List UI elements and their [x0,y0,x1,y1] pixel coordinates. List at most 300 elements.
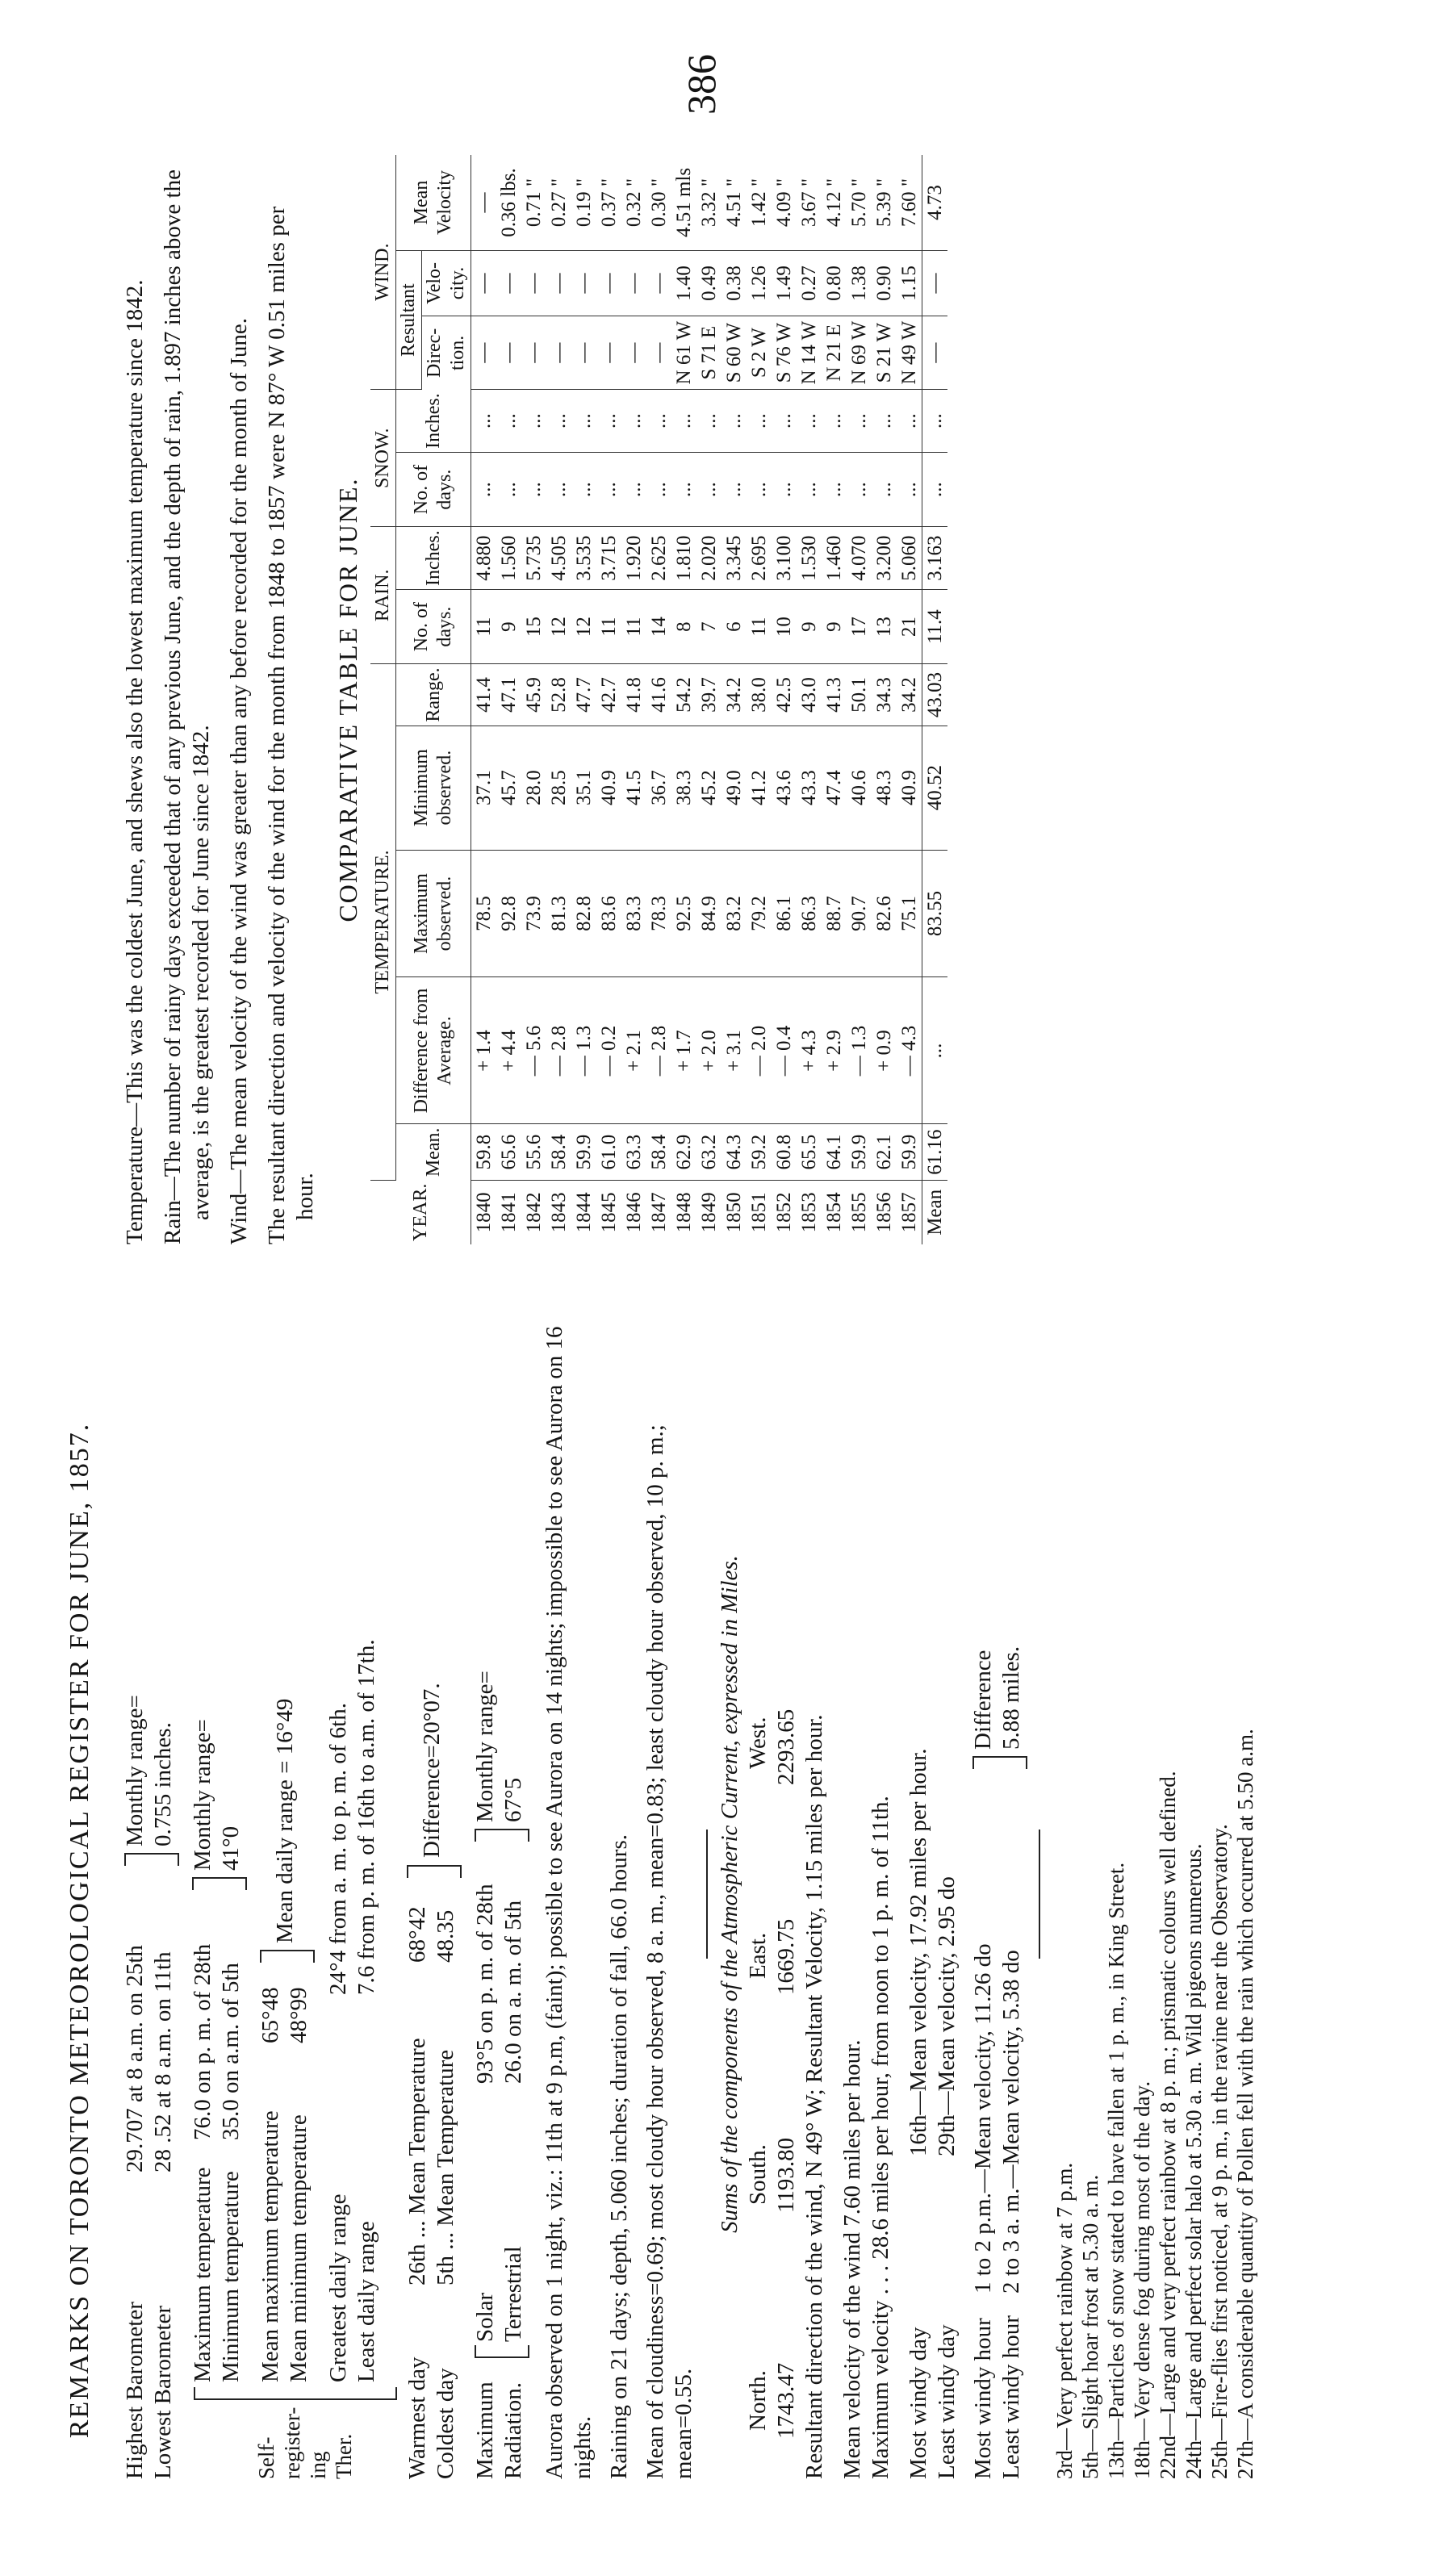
cell-snow-days: ... [797,452,822,526]
note-item: 3rd—Very perfect rainbow at 7 p.m. [1052,2162,1077,2479]
comparative-table-body [471,155,948,1244]
cell-range: 43.03 [922,664,948,726]
cell-wind-direction: N 69 W [847,316,872,389]
note-item: 13th—Particles of snow stated to have fallen at 1 p. m., in King Street. [1104,1862,1128,2479]
cell-snow-inches: ... [747,390,772,453]
sums-value: 1743.47 [773,2362,799,2439]
warm-cold-value: 48.35 [433,1909,458,1963]
cell-year: 1852 [773,1192,795,1233]
cell-range: 41.8 [621,664,646,726]
cell-wind-direction: S 60 W [722,316,747,389]
cell-snow-days: ... [596,452,621,526]
thermo-value: 76.0 on p. m. of 28th [190,1943,215,2140]
cell-min: 36.7 [646,726,671,850]
group-wind: WIND. [370,155,396,390]
thermo-mean-value: 65°48 [257,1987,283,2043]
cell-wind-velocity: — [922,250,948,316]
note-item: 27th—A considerable quantity of Pollen fell with the rain which occurred at 5.50 a.m. [1233,1729,1257,2479]
sums-title: Sums of the components of the Atmospheric Current, expressed in Miles. [717,1555,742,2233]
cell-max: 82.6 [872,850,897,977]
windy-day-label: Least windy day [934,2324,960,2479]
cell-mean-velocity: 0.36 lbs. [496,155,521,250]
cell-rain-inches: 4.505 [546,527,571,590]
cell-rain-inches: 4.070 [847,527,872,590]
table-row [872,155,897,1244]
cell-diff: — 0.4 [772,977,797,1124]
page-number: 386 [679,54,724,115]
cell-wind-direction: — [646,316,671,389]
cell-diff: + 0.9 [872,977,897,1124]
cell-mean: 63.3 [621,1124,646,1180]
cell-mean: 58.4 [546,1124,571,1180]
remark-rain: Rain—The number of rainy days exceeded that of any previous June, and the depth of rain, 1.897 inches above the average, is the greatest recorded for June since 1842. [160,169,214,1244]
cell-range: 41.3 [822,664,847,726]
cell-rain-inches: 1.560 [496,527,521,590]
cell-min: 35.1 [571,726,596,850]
table-row [671,155,696,1244]
cell-diff: — 2.8 [646,977,671,1124]
cell-wind-direction: S 2 W [747,316,772,389]
sums-header: North. [745,2370,771,2431]
col-mean: Mean. [396,1124,471,1180]
cell-mean-velocity: 0.27 " [546,155,571,250]
windy-hour-value: 1 to 2 p.m.—Mean velocity, 11.26 do [970,1943,996,2294]
cell-mean: 55.6 [521,1124,546,1180]
aurora-text: Aurora observed on 1 night, viz.: 11th at 9 p.m, (faint); possible to see Aurora on 14 nights; impossible to see Aurora on 16 nights. [542,1326,596,2479]
daily-range-label: Least daily range [353,2221,379,2382]
table-row [696,155,722,1244]
cell-diff: + 1.7 [671,977,696,1124]
cell-rain-inches: 1.530 [797,527,822,590]
comparative-title: COMPARATIVE TABLE FOR JUNE. [333,477,362,922]
table-row [897,155,922,1244]
note-item: 5th—Slight hoar frost at 5.30 a. m. [1078,2174,1102,2479]
sums-value: 1193.80 [773,2137,799,2213]
table-row-mean [922,155,948,1244]
cell-mean: 59.8 [471,1124,497,1180]
barometer-value: 29.707 at 8 a.m. on 25th [122,1945,148,2172]
cell-min: 40.9 [897,726,922,850]
cell-mean-velocity: — [471,155,497,250]
cell-rain-days: 11 [471,589,497,663]
cell-diff: — 1.3 [847,977,872,1124]
cell-wind-velocity: — [621,250,646,316]
cell-min: 43.3 [797,726,822,850]
cell-year: 1841 [498,1192,520,1233]
cell-snow-inches: ... [922,390,948,453]
cell-range: 41.4 [471,664,497,726]
group-rain: RAIN. [370,527,396,664]
table-row [847,155,872,1244]
cell-wind-velocity: — [496,250,521,316]
cell-snow-days: ... [772,452,797,526]
cell-rain-inches: 1.920 [621,527,646,590]
cell-rain-inches: 3.163 [922,527,948,590]
cell-diff: + 2.9 [822,977,847,1124]
cell-snow-days: ... [571,452,596,526]
cell-snow-inches: ... [772,390,797,453]
table-row [471,155,497,1244]
cell-range: 41.6 [646,664,671,726]
cell-rain-days: 11 [596,589,621,663]
note-item: 22nd—Large and very perfect rainbow at 8 p. m.; prismatic colours well defined. [1156,1771,1180,2479]
cell-rain-days: 21 [897,589,922,663]
col-direction: Direc-tion. [422,316,471,389]
cell-diff: + 2.0 [696,977,722,1124]
cell-year: 1842 [523,1192,545,1233]
cell-min: 40.6 [847,726,872,850]
cell-mean: 63.2 [696,1124,722,1180]
cell-snow-inches: ... [521,390,546,453]
cell-wind-velocity: 1.15 [897,250,922,316]
cell-wind-velocity: 0.27 [797,250,822,316]
cell-year: 1848 [673,1192,695,1233]
sums-header: East. [745,1932,771,1979]
cell-rain-days: 10 [772,589,797,663]
cell-min: 28.0 [521,726,546,850]
cell-snow-days: ... [872,452,897,526]
cell-max: 86.3 [797,850,822,977]
cell-range: 42.7 [596,664,621,726]
windy-hours-diff: Difference 5.88 miles. [970,1646,1024,1750]
cell-range: 52.8 [546,664,571,726]
cell-snow-inches: ... [722,390,747,453]
cell-rain-days: 12 [546,589,571,663]
cell-mean-velocity: 0.30 " [646,155,671,250]
windy-hour-value: 2 to 3 a. m.—Mean velocity, 5.38 do [998,1950,1024,2294]
cell-wind-direction: N 49 W [897,316,922,389]
barometer-value: 28 .52 at 8 a.m. on 11th [150,1951,176,2172]
cell-diff: — 2.8 [546,977,571,1124]
cell-wind-velocity: 0.38 [722,250,747,316]
radiation-block [471,1309,533,2479]
cell-wind-velocity: — [471,250,497,316]
cell-mean: 65.6 [496,1124,521,1180]
cell-diff: — 4.3 [897,977,922,1124]
cell-snow-days: ... [822,452,847,526]
cell-max: 82.8 [571,850,596,977]
table-row [621,155,646,1244]
cell-max: 78.3 [646,850,671,977]
cell-mean: 59.9 [571,1124,596,1180]
cell-wind-direction: N 14 W [797,316,822,389]
sums-table [744,1309,801,2479]
cell-max: 81.3 [546,850,571,977]
cell-year: 1845 [598,1192,620,1233]
cell-mean-velocity: 5.39 " [872,155,897,250]
cell-wind-direction: — [571,316,596,389]
barometer-range: Monthly range= 0.755 inches. [122,1695,176,1846]
page-title: REMARKS ON TORONTO METEOROLOGICAL REGISTER FOR JUNE, 1857. [65,1422,94,2439]
cell-snow-days: ... [496,452,521,526]
cell-wind-direction: S 76 W [772,316,797,389]
right-column [121,155,947,1244]
sums-header: South. [745,2144,771,2205]
cell-min: 48.3 [872,726,897,850]
self-register-label: Self-register-ing Ther. [254,2407,356,2479]
cell-min: 37.1 [471,726,497,850]
cell-mean-velocity: 4.73 [922,155,948,250]
radiation-kind: Solar [472,2292,498,2342]
thermo-label: Maximum temperature [190,2167,215,2382]
radiation-value: 93°5 on p. m. of 28th [472,1884,498,2084]
cell-snow-inches: ... [872,390,897,453]
sums-value: 1669.75 [773,1918,799,1995]
cell-snow-inches: ... [646,390,671,453]
cell-min: 45.7 [496,726,521,850]
cell-rain-days: 12 [571,589,596,663]
group-year: YEAR. [370,1180,471,1244]
cell-wind-direction: N 21 E [822,316,847,389]
cell-rain-inches: 3.200 [872,527,897,590]
windy-days-block [905,1309,961,2479]
cell-wind-velocity: 1.38 [847,250,872,316]
barometer-block [121,1309,182,2479]
thermo-label: Minimum temperature [218,2171,244,2382]
cell-rain-inches: 5.060 [897,527,922,590]
table-row [646,155,671,1244]
cell-mean: 61.0 [596,1124,621,1180]
cell-rain-inches: 2.695 [747,527,772,590]
cell-year: 1857 [898,1192,920,1233]
cell-range: 38.0 [747,664,772,726]
cell-range: 39.7 [696,664,722,726]
cell-max: 86.1 [772,850,797,977]
cell-year: Mean [922,1180,948,1244]
max-velocity-text: Maximum velocity . . . 28.6 miles per hour, from noon to 1 p. m. of 11th. [868,1796,893,2479]
cell-wind-velocity: — [571,250,596,316]
table-row [596,155,621,1244]
radiation-range: Monthly range= 67°5 [472,1671,526,1822]
comparative-table [370,155,947,1244]
cell-mean: 59.9 [897,1124,922,1180]
cell-min: 28.5 [546,726,571,850]
cell-max: 83.2 [722,850,747,977]
cell-rain-days: 6 [722,589,747,663]
cell-year: 1840 [473,1192,495,1233]
cell-diff: — 5.6 [521,977,546,1124]
cell-max: 83.6 [596,850,621,977]
cell-mean: 65.5 [797,1124,822,1180]
cell-mean: 58.4 [646,1124,671,1180]
cell-mean-velocity: 3.32 " [696,155,722,250]
table-row [772,155,797,1244]
cell-mean-velocity: 4.51 mls [671,155,696,250]
col-velocity: Velo-city. [422,250,471,316]
cell-rain-days: 15 [521,589,546,663]
windy-hours-block [969,1309,1031,2479]
col-snow-days: No. of days. [396,452,471,526]
divider [1039,1830,1040,1959]
cell-min: 49.0 [722,726,747,850]
cell-rain-days: 11.4 [922,589,948,663]
cell-max: 92.8 [496,850,521,977]
radiation-value: 26.0 on a. m. of 5th [500,1900,526,2084]
mean-velocity-text: Mean velocity of the wind 7.60 miles per hour. [839,2039,865,2479]
cell-diff: ... [922,977,948,1124]
cell-diff: — 0.2 [596,977,621,1124]
cell-snow-inches: ... [496,390,521,453]
cell-rain-days: 9 [822,589,847,663]
group-temperature: TEMPERATURE. [370,664,396,1180]
cell-min: 41.5 [621,726,646,850]
barometer-label: Highest Barometer [122,2302,148,2479]
cell-wind-velocity: — [646,250,671,316]
cell-snow-days: ... [696,452,722,526]
remark-resultant: The resultant direction and velocity of the wind for the month from 1848 to 1857 were N 87° W 0.51 miles per hour. [264,206,318,1244]
cell-snow-days: ... [621,452,646,526]
daily-range-value: 24°4 from a. m. to p. m. of 6th. [325,1703,351,1995]
col-rain-inches: Inches. [396,527,471,590]
cell-mean-velocity: 4.51 " [722,155,747,250]
cell-diff: + 4.3 [797,977,822,1124]
cell-rain-inches: 1.460 [822,527,847,590]
col-range: Range. [396,664,471,726]
cell-year: 1849 [698,1192,720,1233]
cell-year: 1850 [723,1192,745,1233]
cell-mean-velocity: 0.19 " [571,155,596,250]
cell-year: 1843 [548,1192,570,1233]
cell-snow-days: ... [747,452,772,526]
cell-wind-direction: S 21 W [872,316,897,389]
cell-max: 88.7 [822,850,847,977]
cell-diff: + 1.4 [471,977,497,1124]
cell-mean-velocity: 7.60 " [897,155,922,250]
cell-snow-days: ... [722,452,747,526]
note-item: 18th—Very dense fog during most of the day. [1130,2080,1154,2479]
cell-max: 90.7 [847,850,872,977]
thermo-mean-range: Mean daily range = 16°49 [272,1698,298,1943]
cell-max: 79.2 [747,850,772,977]
cell-snow-inches: ... [897,390,922,453]
cell-wind-direction: — [521,316,546,389]
cell-max: 92.5 [671,850,696,977]
cell-wind-direction: — [546,316,571,389]
col-min: Minimum observed. [396,726,471,850]
cell-year: 1847 [648,1192,670,1233]
cell-wind-velocity: — [546,250,571,316]
cell-snow-inches: ... [471,390,497,453]
table-row [797,155,822,1244]
windy-day-label: Most windy day [906,2327,931,2479]
cell-max: 75.1 [897,850,922,977]
cell-mean: 61.16 [922,1124,948,1180]
cell-range: 34.2 [897,664,922,726]
cell-rain-days: 11 [747,589,772,663]
windy-day-value: 29th—Mean velocity, 2.95 do [934,1876,960,2156]
thermo-mean-label: Mean maximum temperature [257,2110,283,2382]
cell-min: 38.3 [671,726,696,850]
cell-max: 83.55 [922,850,948,977]
cell-snow-days: ... [646,452,671,526]
cell-min: 45.2 [696,726,722,850]
cell-snow-days: ... [922,452,948,526]
warm-cold-label: Warmest day [404,2356,430,2479]
cloudiness-text: Mean of cloudiness=0.69; most cloudy hour observed, 8 a. m., mean=0.83; least cloudy hour observed, 10 p. m.; mean=0.55. [642,1424,696,2479]
cell-mean: 62.9 [671,1124,696,1180]
cell-max: 78.5 [471,850,497,977]
resultant-text: Resultant direction of the wind, N 49° W; Resultant Velocity, 1.15 miles per hour. [801,1714,827,2479]
sums-value: 2293.65 [773,1708,799,1785]
cell-min: 43.6 [772,726,797,850]
col-snow-inches: Inches. [396,390,471,453]
thermo-mean-label: Mean minimum temperature [286,2114,312,2382]
cell-rain-days: 11 [621,589,646,663]
left-column [121,1309,1258,2479]
cell-snow-inches: ... [797,390,822,453]
daily-range-label: Greatest daily range [325,2193,351,2382]
radiation-kind: Terrestrial [500,2246,526,2342]
cell-year: 1846 [623,1192,645,1233]
cell-rain-inches: 4.880 [471,527,497,590]
col-max: Maximum observed. [396,850,471,977]
warm-cold-day: 5th ... Mean Temperature [433,2049,458,2285]
remark-wind: Wind—The mean velocity of the wind was greater than any before recorded for the month of June. [226,318,252,1244]
cell-mean-velocity: 0.37 " [596,155,621,250]
cell-rain-days: 13 [872,589,897,663]
note-item: 24th—Large and perfect solar halo at 5.30 a. m. Wild pigeons numerous. [1182,1843,1206,2479]
cell-wind-direction: — [596,316,621,389]
sums-header: West. [745,1717,771,1769]
cell-year: 1844 [573,1192,595,1233]
cell-rain-inches: 1.810 [671,527,696,590]
cell-snow-days: ... [897,452,922,526]
group-snow: SNOW. [370,390,396,527]
cell-snow-inches: ... [546,390,571,453]
warm-cold-day: 26th ... Mean Temperature [404,2038,430,2285]
warm-cold-label: Coldest day [433,2368,458,2479]
cell-snow-days: ... [471,452,497,526]
cell-mean-velocity: 0.71 " [521,155,546,250]
cell-min: 40.52 [922,726,948,850]
warm-cold-diff: Difference=20°07. [419,1683,445,1858]
cell-rain-days: 17 [847,589,872,663]
cell-mean: 59.2 [747,1124,772,1180]
windy-day-value: 16th—Mean velocity, 17.92 miles per hour. [906,1748,931,2156]
cell-mean-velocity: 3.67 " [797,155,822,250]
radiation-label: Maximum Radiation. [472,2382,526,2479]
cell-max: 84.9 [696,850,722,977]
cell-wind-velocity: 1.40 [671,250,696,316]
windy-hour-label: Least windy hour [998,2315,1024,2479]
cell-range: 45.9 [521,664,546,726]
cell-rain-days: 14 [646,589,671,663]
cell-diff: + 3.1 [722,977,747,1124]
cell-rain-inches: 3.715 [596,527,621,590]
cell-range: 43.0 [797,664,822,726]
cell-max: 83.3 [621,850,646,977]
table-row [722,155,747,1244]
cell-rain-days: 7 [696,589,722,663]
cell-snow-inches: ... [621,390,646,453]
cell-min: 40.9 [596,726,621,850]
cell-year: 1856 [873,1192,895,1233]
cell-snow-inches: ... [596,390,621,453]
warm-cold-block [404,1309,465,2479]
cell-wind-direction: N 61 W [671,316,696,389]
cell-rain-inches: 2.020 [696,527,722,590]
cell-mean-velocity: 4.12 " [822,155,847,250]
col-diff: Difference from Average. [396,977,471,1124]
cell-min: 47.4 [822,726,847,850]
cell-mean-velocity: 4.09 " [772,155,797,250]
cell-wind-velocity: — [596,250,621,316]
table-row [546,155,571,1244]
cell-mean: 64.3 [722,1124,747,1180]
cell-wind-direction: — [471,316,497,389]
cell-rain-days: 8 [671,589,696,663]
raining-text: Raining on 21 days; depth, 5.060 inches; duration of fall, 66.0 hours. [606,1834,632,2479]
